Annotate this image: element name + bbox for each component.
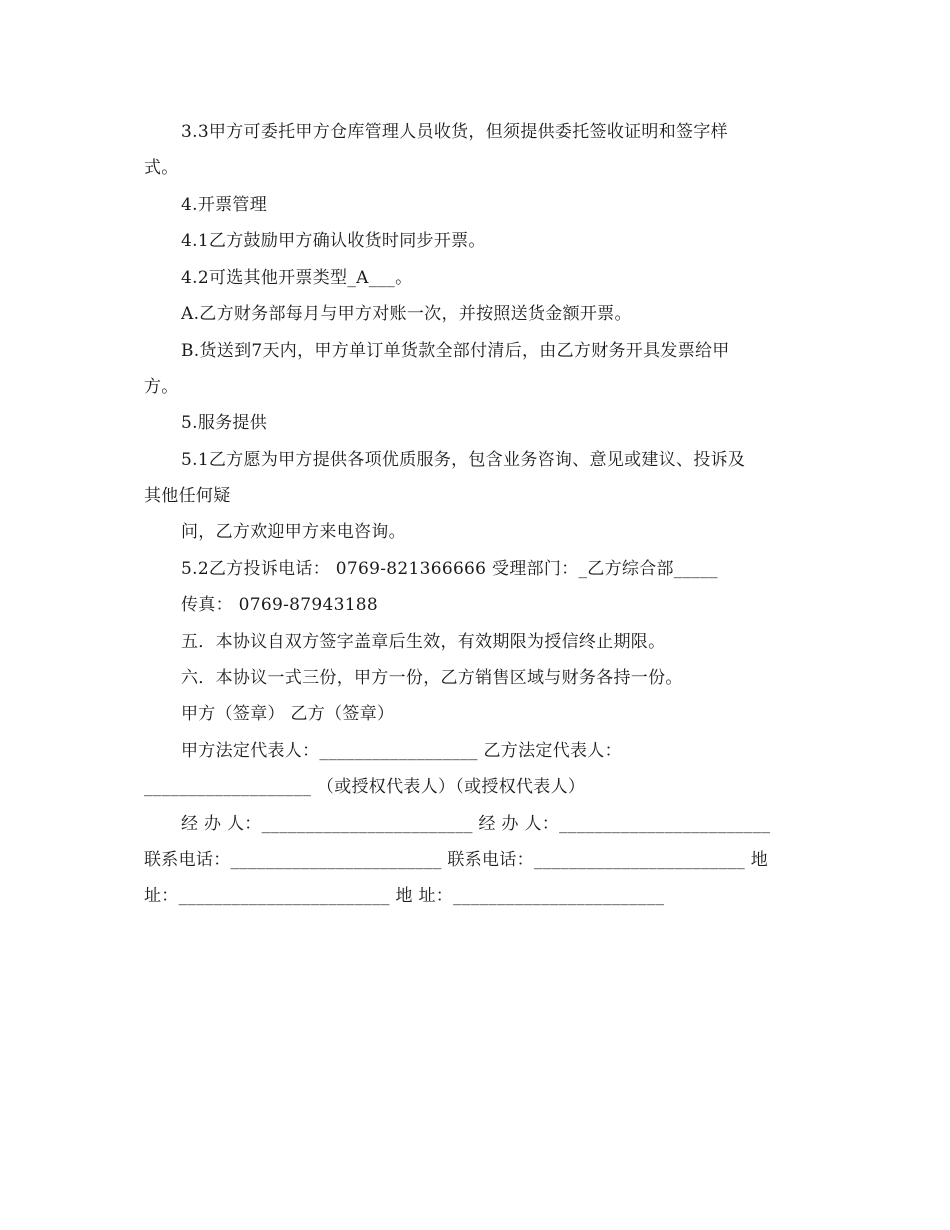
article-6: 六．本协议一式三份，甲方一份，乙方销售区域与财务各持一份。 xyxy=(181,668,683,688)
clause-4-2: 4.2可选其他开票类型_A___。 xyxy=(181,268,413,288)
clause-3-3-line-2: 式。 xyxy=(144,158,179,178)
handlers-line: 经 办 人：________________________ 经 办 人：________________________ xyxy=(181,814,771,834)
clause-5-1-line-1: 5.1乙方愿为甲方提供各项优质服务，包含业务咨询、意见或建议、投诉及 xyxy=(181,450,746,470)
clause-4-1: 4.1乙方鼓励甲方确认收货时同步开票。 xyxy=(181,231,486,251)
clause-5-1-line-3: 问，乙方欢迎甲方来电咨询。 xyxy=(181,522,406,542)
clause-5-2-phone: 5.2乙方投诉电话： 0769-821366666 受理部门：_乙方综合部_____ xyxy=(181,559,718,579)
fax-line: 传真： 0769-87943188 xyxy=(181,595,379,615)
section-4-heading: 4.开票管理 xyxy=(181,195,268,215)
legal-representatives: 甲方法定代表人：__________________ 乙方法定代表人： xyxy=(181,741,622,761)
signature-parties: 甲方（签章） 乙方（签章） xyxy=(181,704,395,724)
clause-5-1-line-2: 其他任何疑 xyxy=(144,486,231,506)
section-5-heading: 5.服务提供 xyxy=(181,413,268,433)
option-b-line-2: 方。 xyxy=(144,377,179,397)
option-b-line-1: B.货送到7天内，甲方单订单货款全部付清后，由乙方财务开具发票给甲 xyxy=(181,341,730,361)
address-line: 址：________________________ 地 址：________________________ xyxy=(144,886,665,906)
authorized-representatives: ___________________ （或授权代表人）（或授权代表人） xyxy=(144,777,586,797)
clause-3-3-line-1: 3.3甲方可委托甲方仓库管理人员收货，但须提供委托签收证明和签字样 xyxy=(181,122,728,142)
article-5: 五．本协议自双方签字盖章后生效，有效期限为授信终止期限。 xyxy=(181,632,666,652)
option-a: A.乙方财务部每月与甲方对账一次，并按照送货金额开票。 xyxy=(181,304,632,324)
contact-phone-line: 联系电话：________________________ 联系电话：________________________ 地 xyxy=(144,850,769,870)
